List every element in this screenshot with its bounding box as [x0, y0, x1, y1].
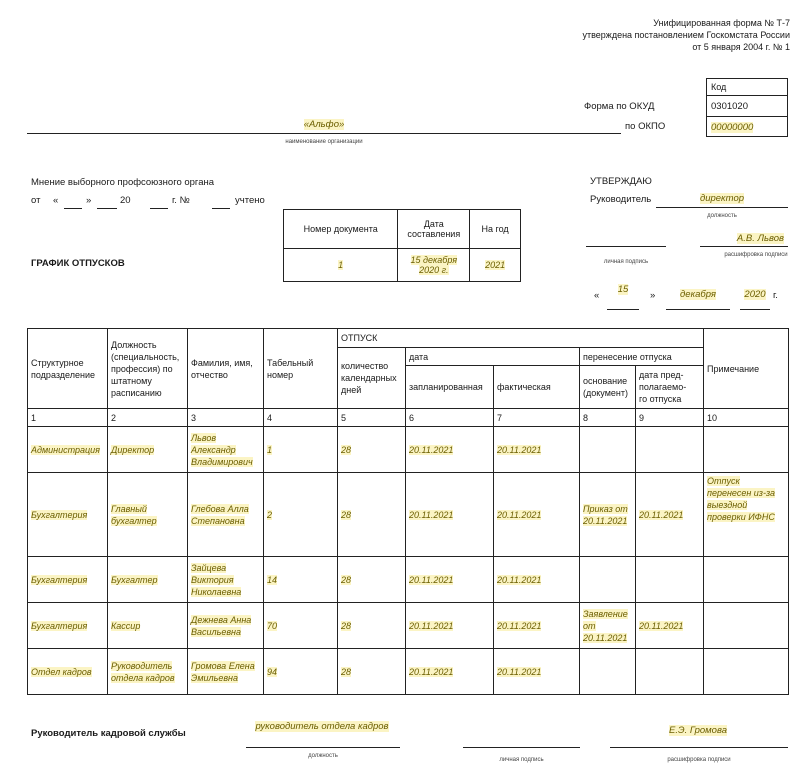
th-expected-line3: го отпуска — [639, 394, 682, 404]
form-header-line2: утверждена постановлением Госкомстата России — [582, 30, 790, 40]
okpo-label: по ОКПО — [625, 121, 666, 132]
col-num: 2 — [108, 409, 188, 427]
cell-position — [108, 649, 188, 695]
th-planned: запланированная — [406, 366, 494, 409]
document-table — [283, 209, 521, 282]
approve-year: 2020 — [744, 289, 766, 300]
union-ot: от — [31, 195, 41, 206]
cell-planned — [406, 427, 494, 473]
cell-days — [338, 427, 406, 473]
col-num: 9 — [636, 409, 704, 427]
th-transfer: перенесение отпуска — [580, 348, 704, 366]
cell-struct-value: Отдел кадров — [31, 666, 92, 677]
cell-position-value: Кассир — [111, 620, 141, 631]
cell-planned-value: 20.11.2021 — [409, 574, 454, 585]
table-row — [28, 649, 789, 695]
col-num: 8 — [580, 409, 636, 427]
cell-position — [108, 557, 188, 603]
cell-planned-value: 20.11.2021 — [409, 620, 454, 631]
cell-planned — [406, 603, 494, 649]
col-num: 5 — [338, 409, 406, 427]
okud-box — [706, 96, 788, 117]
cell-basis-value: Заявление от 20.11.2021 — [583, 608, 628, 643]
cell-note — [704, 557, 789, 603]
code-header-box — [706, 78, 788, 96]
code-label: Код — [711, 82, 727, 92]
approve-rukovoditel: Руководитель — [590, 194, 652, 205]
cell-basis — [580, 557, 636, 603]
org-caption: наименование организации — [285, 139, 363, 145]
cell-days-value: 28 — [341, 509, 352, 520]
cell-expected — [636, 603, 704, 649]
footer-signature-caption: личная подпись — [499, 757, 544, 763]
cell-days-value: 28 — [341, 666, 352, 677]
cell-days — [338, 473, 406, 557]
cell-struct-value: Бухгалтерия — [31, 509, 88, 520]
footer-position-caption: должность — [308, 753, 338, 759]
column-numbers-row — [28, 409, 789, 427]
cell-expected-value: 20.11.2021 — [639, 509, 684, 520]
cell-struct-value: Бухгалтерия — [31, 620, 88, 631]
cell-tab-value: 70 — [267, 620, 278, 631]
cell-expected — [636, 557, 704, 603]
cell-struct — [28, 473, 108, 557]
cell-basis — [580, 427, 636, 473]
table-row — [28, 557, 789, 603]
cell-days — [338, 649, 406, 695]
cell-basis-value: Приказ от 20.11.2021 — [583, 503, 628, 526]
cell-planned — [406, 557, 494, 603]
cell-tab — [264, 603, 338, 649]
doc-year-value: 2021 — [485, 260, 506, 270]
union-g-no: г. № — [172, 195, 190, 206]
cell-actual — [494, 427, 580, 473]
cell-tab — [264, 427, 338, 473]
cell-struct — [28, 557, 108, 603]
cell-position — [108, 427, 188, 473]
cell-tab — [264, 557, 338, 603]
approve-name-caption: расшифровка подписи — [724, 252, 788, 258]
cell-position — [108, 473, 188, 557]
cell-actual — [494, 603, 580, 649]
cell-actual-value: 20.11.2021 — [497, 509, 542, 520]
footer-label: Руководитель кадровой службы — [31, 728, 186, 739]
cell-note — [704, 473, 789, 557]
cell-days-value: 28 — [341, 620, 352, 631]
footer-position: руководитель отдела кадров — [255, 721, 389, 732]
cell-struct — [28, 649, 108, 695]
cell-name-value: Громова Елена Эмильевна — [191, 660, 255, 683]
union-quote-open: « — [53, 195, 59, 206]
col-num: 7 — [494, 409, 580, 427]
okpo-value: 00000000 — [711, 122, 754, 133]
cell-name — [188, 603, 264, 649]
union-quote-close: » — [86, 195, 92, 206]
page-title: ГРАФИК ОТПУСКОВ — [31, 258, 125, 269]
cell-note — [704, 427, 789, 473]
approve-label: УТВЕРЖДАЮ — [590, 176, 652, 187]
okpo-box — [706, 116, 788, 137]
col-num: 10 — [704, 409, 789, 427]
cell-tab-value: 2 — [267, 509, 273, 520]
cell-note — [704, 649, 789, 695]
th-expected — [636, 366, 704, 409]
col-num: 1 — [28, 409, 108, 427]
approve-quote-close: » — [650, 290, 656, 301]
th-struct: Структурное подразделение — [28, 329, 108, 409]
doc-date-cell — [398, 249, 470, 282]
cell-expected — [636, 649, 704, 695]
org-name: «Альфо» — [303, 119, 345, 130]
cell-days — [338, 557, 406, 603]
th-expected-line1: дата пред- — [639, 370, 684, 380]
footer-name-caption: расшифровка подписи — [667, 757, 731, 763]
cell-basis — [580, 649, 636, 695]
cell-position — [108, 603, 188, 649]
cell-basis — [580, 603, 636, 649]
approve-signature-caption: личная подпись — [603, 259, 649, 265]
approve-day: 15 — [617, 284, 629, 295]
cell-actual-value: 20.11.2021 — [497, 574, 542, 585]
cell-actual-value: 20.11.2021 — [497, 620, 542, 631]
approve-quote-open: « — [594, 290, 600, 301]
okud-label: Форма по ОКУД — [584, 101, 655, 112]
cell-expected-value: 20.11.2021 — [639, 620, 684, 631]
cell-planned — [406, 649, 494, 695]
approve-position: директор — [699, 193, 745, 204]
cell-position-value: Бухгалтер — [111, 574, 158, 585]
union-year-prefix: 20 — [120, 195, 131, 206]
cell-name-value: Львов Александр Владимирович — [191, 432, 253, 467]
cell-struct — [28, 603, 108, 649]
cell-struct-value: Администрация — [31, 444, 100, 455]
th-actual: фактическая — [494, 366, 580, 409]
approve-g: г. — [773, 290, 778, 301]
cell-struct — [28, 427, 108, 473]
doc-number-cell — [284, 249, 398, 282]
cell-actual-value: 20.11.2021 — [497, 666, 542, 677]
doc-year-header: На год — [470, 210, 521, 249]
doc-number-header: Номер документа — [284, 210, 398, 249]
cell-tab-value: 1 — [267, 444, 273, 455]
cell-actual — [494, 473, 580, 557]
cell-tab — [264, 649, 338, 695]
doc-date-header: Дата составления — [398, 210, 470, 249]
cell-actual — [494, 649, 580, 695]
form-header-line3: от 5 января 2004 г. № 1 — [692, 42, 790, 52]
form-header — [490, 17, 790, 53]
col-num: 3 — [188, 409, 264, 427]
th-date: дата — [406, 348, 580, 366]
doc-number-value: 1 — [338, 260, 344, 270]
th-tab: Табельный номер — [264, 329, 338, 409]
approve-position-caption: должность — [707, 213, 737, 219]
cell-days — [338, 603, 406, 649]
cell-name-value: Глебова Алла Степановна — [191, 503, 249, 526]
cell-name-value: Дежнева Анна Васильевна — [191, 614, 252, 637]
union-uchteno: учтено — [235, 195, 265, 206]
cell-tab-value: 94 — [267, 666, 278, 677]
doc-year-cell — [470, 249, 521, 282]
table-row — [28, 603, 789, 649]
cell-position-value: Главный бухгалтер — [111, 503, 157, 526]
th-days: количество календарных дней — [338, 348, 406, 409]
th-expected-line2: полагаемо- — [639, 382, 687, 392]
th-name: Фамилия, имя, отчество — [188, 329, 264, 409]
th-basis: основание (документ) — [580, 366, 636, 409]
cell-days-value: 28 — [341, 444, 352, 455]
cell-days-value: 28 — [341, 574, 352, 585]
cell-name — [188, 649, 264, 695]
cell-position-value: Руководитель отдела кадров — [111, 660, 175, 683]
col-num: 6 — [406, 409, 494, 427]
footer-name: Е.Э. Громова — [669, 725, 727, 736]
cell-actual-value: 20.11.2021 — [497, 444, 542, 455]
cell-tab — [264, 473, 338, 557]
cell-name — [188, 557, 264, 603]
cell-position-value: Директор — [111, 444, 155, 455]
th-note: Примечание — [704, 329, 789, 409]
okud-value: 0301020 — [711, 101, 748, 112]
union-label: Мнение выборного профсоюзного органа — [31, 177, 215, 188]
cell-planned-value: 20.11.2021 — [409, 444, 454, 455]
cell-note — [704, 603, 789, 649]
cell-struct-value: Бухгалтерия — [31, 574, 88, 585]
cell-actual — [494, 557, 580, 603]
approve-name: А.В. Львов — [736, 233, 784, 244]
th-otpusk: ОТПУСК — [338, 329, 704, 348]
col-num: 4 — [264, 409, 338, 427]
cell-planned-value: 20.11.2021 — [409, 509, 454, 520]
cell-expected — [636, 427, 704, 473]
table-row — [28, 473, 789, 557]
cell-planned-value: 20.11.2021 — [409, 666, 454, 677]
cell-expected — [636, 473, 704, 557]
cell-name-value: Зайцева Виктория Николаевна — [191, 562, 242, 597]
form-header-line1: Унифицированная форма № Т-7 — [653, 18, 790, 28]
vacation-table — [27, 328, 789, 695]
table-row — [28, 427, 789, 473]
cell-basis — [580, 473, 636, 557]
th-position: Должность (специальность, профессия) по штатному расписанию — [108, 329, 188, 409]
doc-date-value: 15 декабря 2020 г. — [410, 255, 458, 275]
cell-planned — [406, 473, 494, 557]
cell-note-value: Отпуск перенесен из-за выездной проверки ИФНС — [707, 476, 776, 522]
cell-name — [188, 427, 264, 473]
cell-name — [188, 473, 264, 557]
approve-month: декабря — [680, 289, 716, 300]
cell-tab-value: 14 — [267, 574, 278, 585]
